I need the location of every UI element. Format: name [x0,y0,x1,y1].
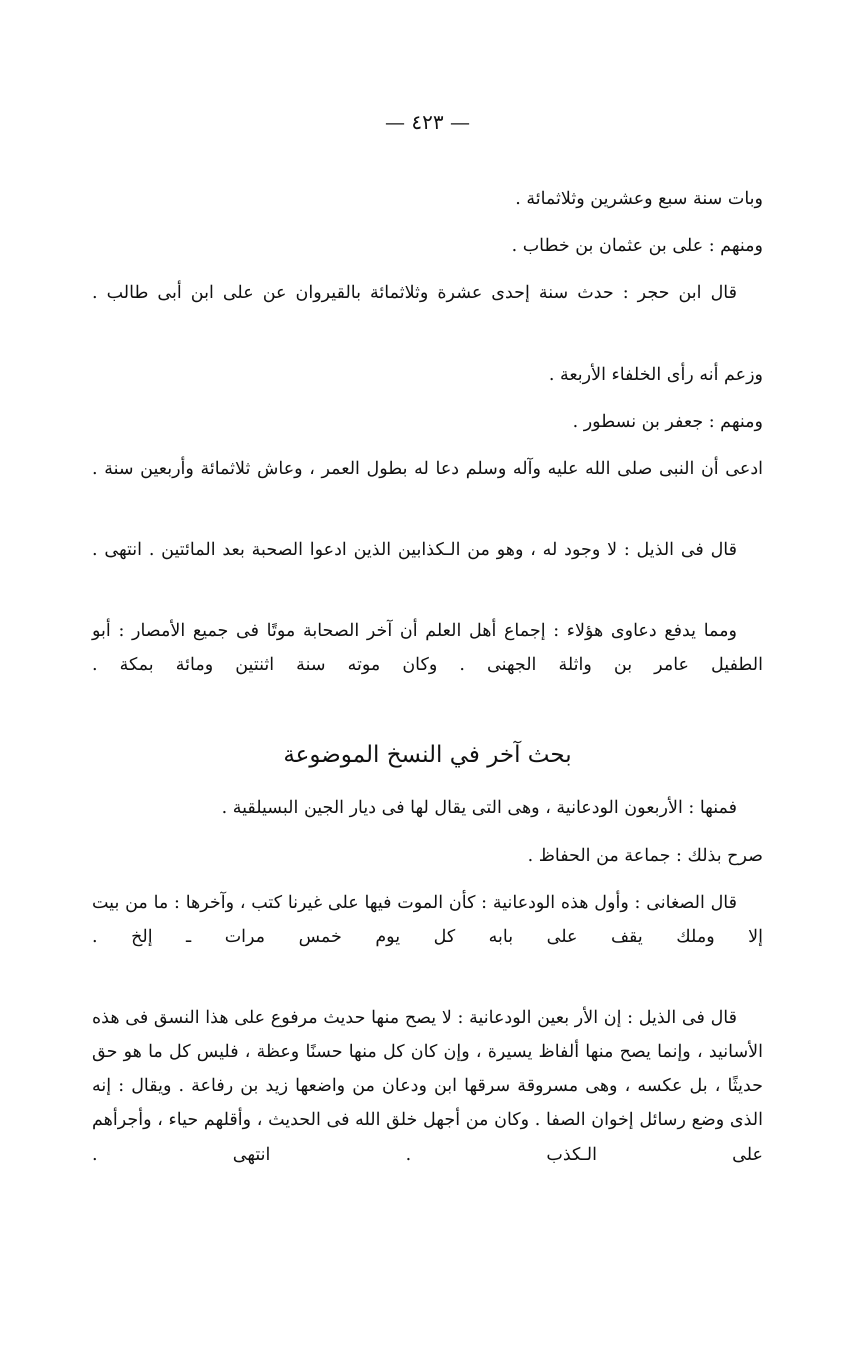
paragraph-7: قال فى الذيل : لا وجود له ، وهو من الـكذابين الذين ادعوا الصحبة بعد المائتين . انتهى . [92,540,737,560]
body-text [92,182,763,1206]
paragraph-9: فمنها : الأربعون الودعانية ، وهى التى يقال لها فى ديار الجين البسيلقية . [221,798,737,819]
paragraph-12: قال فى الذيل : إن الأر بعين الودعانية : لا يصح منها حديث مرفوع على هذا النسق فى هذه الأسانيد ، وإنما يصح منها ألفاظ يسيرة ، وإن كان كل منها حسنًا وعظة ، فليس كل ما هو حق حديثًا ، بل عكسه ، وهى مسروقة سرقها ابن ودعان من واضعها زيد بن رفاعة . ويقال : إنه الذى وضع رسائل إخوان الصفا . وكان من أجهل خلق الله فى الحديث ، وأقلهم حياء ، وأجرأهم على الـكذب . انتهى . [92,1008,763,1165]
paragraph-6: ادعى أن النبى صلى الله عليه وآله وسلم دعا له بطول العمر ، وعاش ثلاثمائة وأربعين سنة . [92,458,763,479]
paragraph-3: قال ابن حجر : حدث سنة إحدى عشرة وثلاثمائة بالقيروان عن على ابن أبى طالب . [92,283,737,304]
paragraph-1: وبات سنة سبع وعشرين وثلاثمائة . [515,189,763,209]
page-number: — ٤٢٣ — [385,110,470,134]
paragraph-10: صرح بذلك : جماعة من الحفاظ . [527,845,763,866]
paragraph-11: قال الصغانى : وأول هذه الودعانية : كأن الموت فيها على غيرنا كتب ، وآخرها : ما من بيت إلا وملك يقف على بابه كل يوم خمس مرات ـ إلخ . [92,892,763,947]
paragraph-4: وزعم أنه رأى الخلفاء الأربعة . [548,364,763,385]
paragraph-8: ومما يدفع دعاوى هؤلاء : إجماع أهل العلم أن آخر الصحابة موتًا فى جميع الأمصار : أبو الطفيل عامر بن واثلة الجهنى . وكان موته سنة اثنتين ومائة بمكة . [92,621,763,676]
paragraph-5: ومنهم : جعفر بن نسطور . [572,411,763,432]
paragraph-2: ومنهم : على بن عثمان بن خطاب . [511,236,763,257]
section-heading: بحث آخر في النسخ الموضوعة [283,741,572,768]
